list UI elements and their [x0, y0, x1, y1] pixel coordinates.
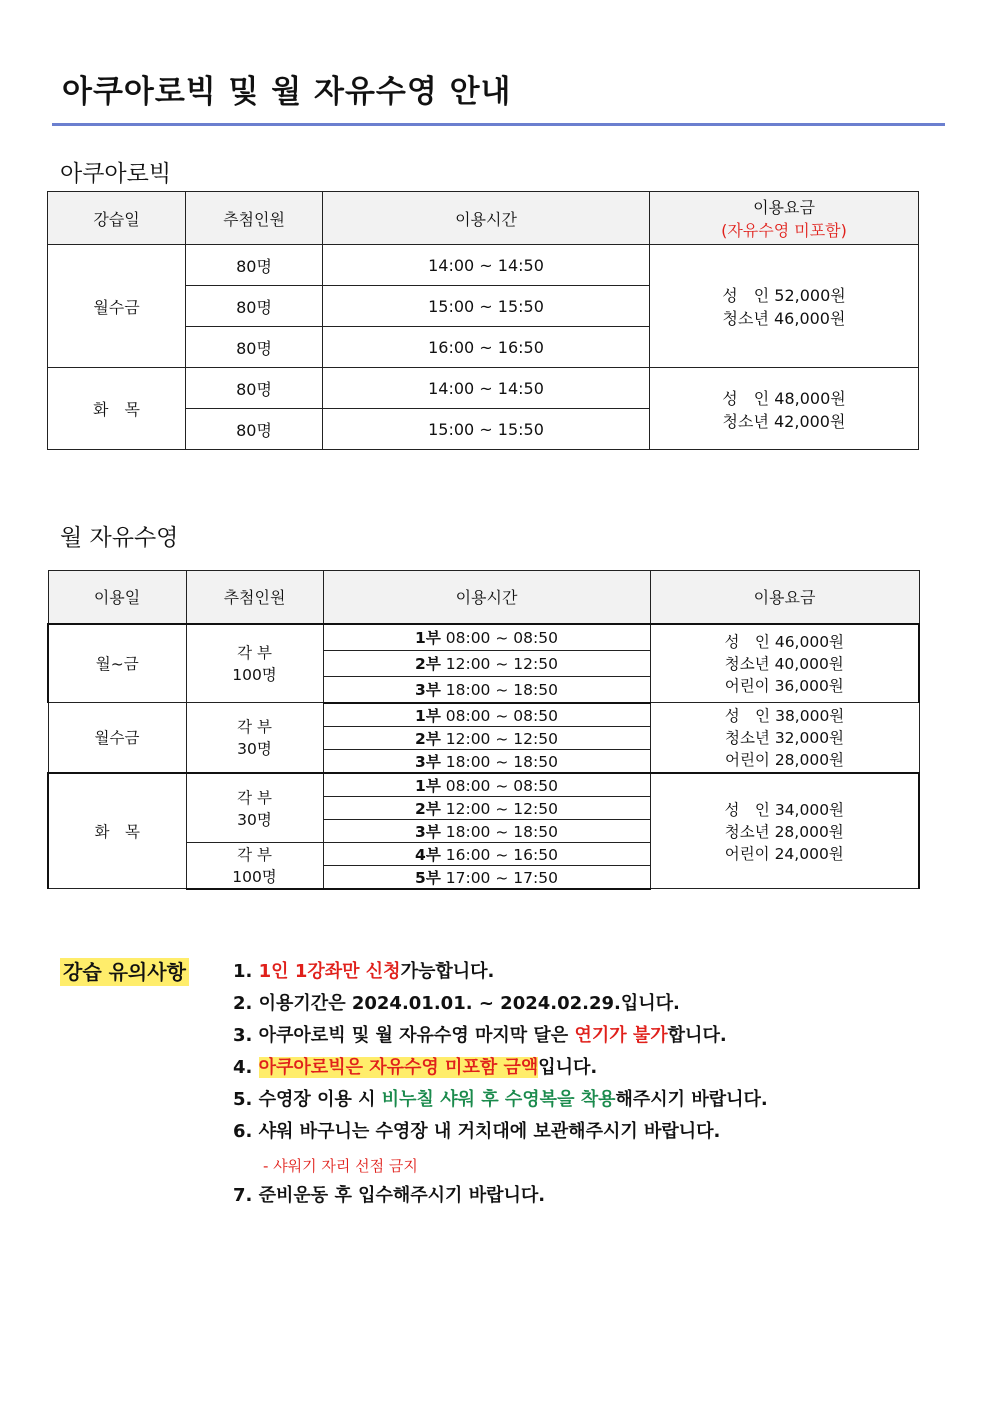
header-fee-label: 이용요금	[753, 198, 815, 217]
time-cell: 16:00 ~ 16:50	[323, 327, 650, 368]
day-cell: 월수금	[48, 703, 186, 773]
note-text: 수영장 이용 시	[258, 1089, 382, 1110]
title-divider	[52, 123, 945, 126]
fee-line: 성 인 34,000원	[724, 800, 845, 819]
table-row	[48, 245, 919, 286]
capacity-line: 각 부	[237, 846, 272, 864]
note-item	[233, 958, 494, 986]
session-part: 3부	[415, 681, 441, 699]
note-text: 연기가 불가	[574, 1025, 668, 1046]
fee-line: 성 인 38,000원	[724, 707, 845, 726]
session-cell	[323, 796, 650, 819]
capacity-cell: 80명	[186, 245, 323, 286]
page-title: 아쿠아로빅 및 월 자유수영 안내	[62, 74, 512, 110]
session-cell	[323, 819, 650, 842]
note-item	[233, 990, 680, 1018]
fee-line: 성 인 48,000원	[722, 388, 846, 408]
note-number: 5.	[233, 1089, 259, 1110]
capacity-line: 각 부	[237, 644, 272, 663]
session-time: 12:00 ~ 12:50	[445, 799, 558, 818]
fee-cell	[650, 368, 919, 450]
capacity-line: 30명	[237, 740, 272, 759]
session-time: 18:00 ~ 18:50	[445, 681, 558, 699]
session-cell	[323, 624, 650, 651]
session-cell	[323, 726, 650, 749]
session-time: 08:00 ~ 08:50	[445, 706, 558, 725]
session-time: 12:00 ~ 12:50	[445, 729, 558, 748]
note-number: 7.	[233, 1185, 259, 1206]
capacity-cell: 80명	[186, 286, 323, 327]
session-time: 08:00 ~ 08:50	[445, 776, 558, 795]
time-cell: 14:00 ~ 14:50	[323, 368, 650, 409]
day-cell: 월~금	[48, 624, 186, 703]
header-capacity: 추첨인원	[186, 192, 323, 245]
free-swim-table	[47, 570, 920, 890]
fee-cell	[650, 703, 919, 773]
fee-line: 성 인 52,000원	[722, 286, 846, 305]
time-cell: 15:00 ~ 15:50	[323, 286, 650, 327]
session-part: 5부	[415, 868, 441, 887]
note-subitem: - 샤워기 자리 선점 금지	[263, 1157, 418, 1175]
note-text: 1인 1강좌만 신청	[258, 961, 401, 982]
notes-label: 강습 유의사항	[60, 958, 189, 986]
fee-line: 청소년 42,000원	[722, 411, 846, 431]
session-time: 18:00 ~ 18:50	[445, 822, 558, 841]
session-cell	[323, 676, 650, 703]
header-fee: 이용요금	[650, 571, 919, 624]
session-part: 1부	[415, 706, 441, 725]
header-capacity: 추첨인원	[186, 571, 323, 624]
table-row	[48, 703, 919, 727]
day-cell: 화 목	[48, 368, 186, 450]
fee-cell	[650, 624, 919, 703]
fee-line: 청소년 32,000원	[724, 729, 845, 748]
session-cell	[323, 773, 650, 797]
fee-line: 어린이 24,000원	[724, 844, 844, 863]
table-row	[48, 624, 919, 651]
fee-line: 청소년 46,000원	[722, 309, 846, 328]
fee-line: 어린이 28,000원	[724, 751, 845, 770]
capacity-cell	[186, 703, 323, 773]
session-time: 16:00 ~ 16:50	[445, 845, 558, 864]
session-cell	[323, 703, 650, 727]
day-cell: 월수금	[48, 245, 186, 368]
capacity-cell	[186, 624, 323, 703]
note-item	[233, 1182, 545, 1210]
session-cell	[323, 650, 650, 676]
session-part: 2부	[415, 655, 441, 673]
capacity-cell	[186, 842, 323, 889]
note-number: 3.	[233, 1025, 259, 1046]
note-number: 2.	[233, 993, 259, 1014]
capacity-cell: 80명	[186, 409, 323, 450]
fee-line: 청소년 40,000원	[724, 655, 844, 674]
session-cell	[323, 749, 650, 773]
fee-line: 어린이 36,000원	[724, 677, 844, 696]
capacity-line: 100명	[232, 868, 277, 886]
note-text: 아쿠아로빅은 자유수영 미포함 금액	[258, 1057, 539, 1078]
fee-line: 성 인 46,000원	[724, 633, 845, 652]
free-swim-heading: 월 자유수영	[60, 525, 179, 551]
capacity-line: 30명	[237, 810, 272, 829]
note-text: 샤워 바구니는 수영장 내 거치대에 보관해주시기 바랍니다.	[258, 1121, 721, 1142]
session-cell	[323, 865, 650, 889]
session-cell	[323, 842, 650, 865]
note-text: 입니다.	[538, 1057, 598, 1078]
header-day: 이용일	[48, 571, 186, 624]
session-part: 2부	[415, 729, 441, 748]
capacity-cell: 80명	[186, 368, 323, 409]
aquarobic-heading: 아쿠아로빅	[60, 161, 172, 187]
table-row	[48, 773, 919, 797]
fee-cell	[650, 773, 919, 889]
note-text: 준비운동 후 입수해주시기 바랍니다.	[258, 1185, 546, 1206]
session-time: 12:00 ~ 12:50	[445, 655, 558, 673]
note-text: 해주시기 바랍니다.	[615, 1089, 768, 1110]
session-time: 17:00 ~ 17:50	[445, 868, 558, 887]
note-number: 6.	[233, 1121, 259, 1142]
fee-cell	[650, 245, 919, 368]
day-cell: 화 목	[48, 773, 186, 889]
note-item	[233, 1118, 720, 1146]
session-part: 1부	[415, 629, 441, 647]
note-text: 이용기간은 2024.01.01. ~ 2024.02.29.입니다.	[258, 993, 680, 1014]
header-time: 이용시간	[323, 192, 650, 245]
header-time: 이용시간	[323, 571, 650, 624]
aquarobic-table	[47, 191, 919, 450]
fee-line: 청소년 28,000원	[724, 822, 844, 841]
note-item	[233, 1054, 597, 1082]
note-number: 4.	[233, 1057, 259, 1078]
table-row	[48, 368, 919, 409]
note-text: 합니다.	[667, 1025, 727, 1046]
note-number: 1.	[233, 961, 259, 982]
capacity-line: 100명	[232, 666, 277, 685]
time-cell: 15:00 ~ 15:50	[323, 409, 650, 450]
capacity-cell: 80명	[186, 327, 323, 368]
session-part: 3부	[415, 752, 441, 771]
header-fee-note: (자유수영 미포함)	[721, 221, 847, 240]
header-fee	[650, 192, 919, 245]
header-day: 강습일	[48, 192, 186, 245]
session-time: 08:00 ~ 08:50	[445, 629, 558, 647]
note-text: 가능합니다.	[400, 961, 495, 982]
session-part: 3부	[415, 822, 441, 841]
note-text: 아쿠아로빅 및 월 자유수영 마지막 달은	[258, 1025, 575, 1046]
note-item	[233, 1086, 768, 1114]
capacity-cell	[186, 773, 323, 843]
time-cell: 14:00 ~ 14:50	[323, 245, 650, 286]
capacity-line: 각 부	[237, 718, 272, 737]
note-text: 비누칠 샤워 후 수영복을 착용	[381, 1089, 616, 1110]
capacity-line: 각 부	[237, 788, 272, 807]
session-part: 4부	[415, 845, 441, 864]
session-time: 18:00 ~ 18:50	[445, 752, 558, 771]
note-item	[233, 1022, 727, 1050]
session-part: 1부	[415, 776, 441, 795]
session-part: 2부	[415, 799, 441, 818]
